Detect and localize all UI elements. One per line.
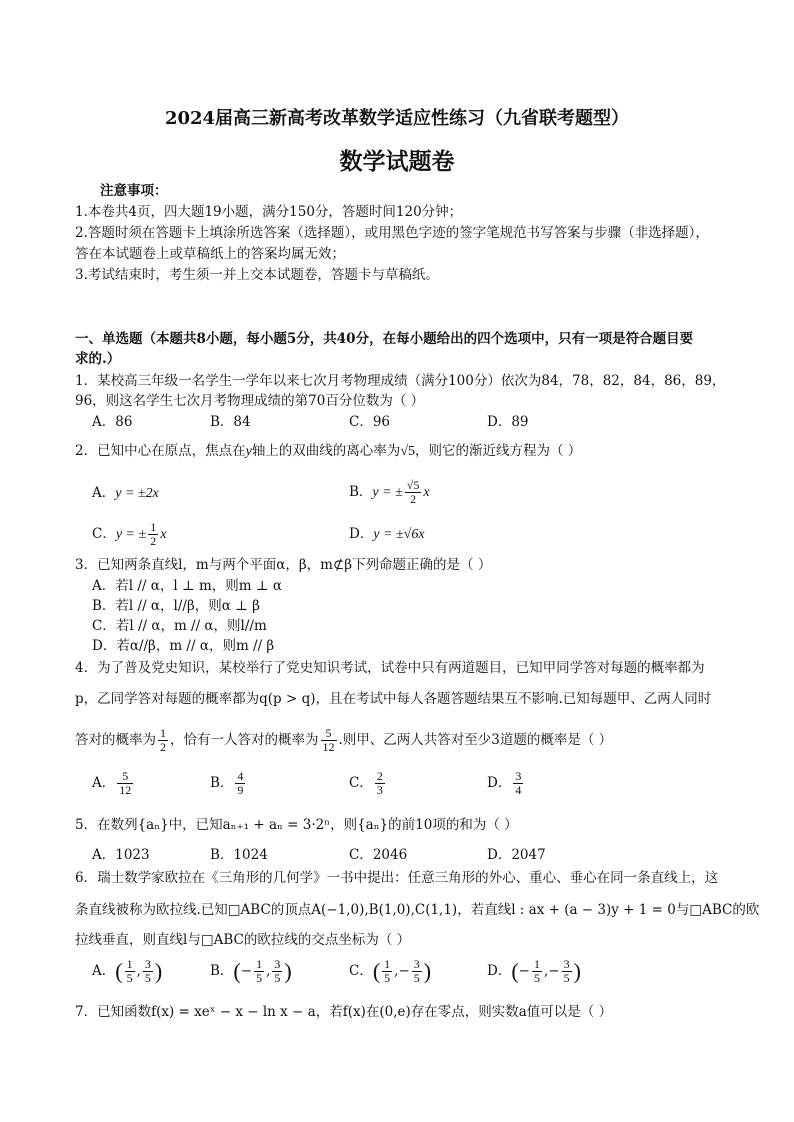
q3-option-c: C．若l // α，m // α，则l//m — [92, 618, 267, 634]
q6-line1: 6．瑞士数学家欧拉在《三角形的几何学》一书中提出：任意三角形的外心、重心、垂心在同一条直线上，这 — [75, 870, 719, 886]
q4-option-b: B． $\frac{4}{9}$ — [210, 769, 244, 797]
notice-item-2a: 2.答题时须在答题卡上填涂所选答案（选择题），或用黑色字迹的签字笔规范书写答案与步骤（非选择题）， — [75, 225, 709, 241]
q4-option-a: A． $\frac{5}{12}$ — [92, 769, 132, 797]
q2-option-a: A．y = ±2x — [92, 485, 159, 501]
q6-option-d: D．(− $\frac{1}{5}$ ,− $\frac{3}{5}$ ) — [487, 957, 581, 985]
q2-stem-b: 轴上的双曲线的离心率为 — [251, 443, 401, 459]
q4-fraction-2: $\frac{5}{12}$ — [322, 726, 335, 754]
q7-stem: 7．已知函数f(x) = xeˣ − x − ln x − a，若f(x)在(0,e)存在零点，则实数a值可以是（ ） — [75, 1004, 613, 1020]
q1-option-d: D．89 — [487, 414, 529, 430]
q4-option-d: D． $\frac{3}{4}$ — [487, 769, 522, 797]
q2-option-c-fraction: $\frac{1}{2}$ — [150, 520, 157, 548]
q3-stem: 3．已知两条直线l，m与两个平面α，β，m⊄β下列命题正确的是（ ） — [75, 557, 492, 573]
q6-line3: 拉线垂直，则直线l与□ABC的欧拉线的交点坐标为（ ） — [75, 932, 411, 948]
q2-option-a-expr: y = ±2x — [115, 486, 159, 501]
q5-stem: 5．在数列{aₙ}中，已知aₙ₊₁ + aₙ = 3·2ⁿ，则{aₙ}的前10项的和为（ ） — [75, 817, 518, 833]
q4-fraction-1: $\frac{1}{2}$ — [160, 726, 166, 754]
exam-title: 2024届高三新高考改革数学适应性练习（九省联考题型） — [164, 108, 630, 129]
q6-line2: 条直线被称为欧拉线.已知□ABC的顶点A(−1,0),B(1,0),C(1,1)，若直线l : ax + (a − 3)y + 1 = 0与□ABC的欧 — [75, 902, 760, 918]
q2-option-d: D．y = ±√6x — [349, 526, 425, 542]
notice-item-2b: 答在本试题卷上或草稿纸上的答案均属无效； — [75, 246, 345, 262]
q6-option-a: A．( $\frac{1}{5}$ , $\frac{3}{5}$ ) — [92, 957, 163, 985]
q2-option-b: B．y = ± $\frac{√5}{2}$ x — [349, 478, 430, 506]
exam-subtitle: 数学试题卷 — [339, 148, 455, 175]
q3-option-a: A．若l // α，l ⊥ m，则m ⊥ α — [92, 578, 282, 594]
section-heading-b: 求的.） — [75, 351, 121, 367]
q2-stem-sqrt: √5 — [400, 444, 415, 459]
q1-option-c: C．96 — [349, 414, 391, 430]
q5-option-c: C．2046 — [349, 847, 408, 863]
q2-stem-y: y — [245, 444, 252, 459]
q2-stem-a: 2．已知中心在原点，焦点在 — [75, 443, 246, 459]
q2-stem — [75, 442, 581, 461]
q4-option-c: C． $\frac{2}{3}$ — [349, 769, 383, 797]
q2-option-d-expr: y = ±√6x — [373, 527, 425, 542]
notice-item-3: 3.考试结束时，考生须一并上交本试题卷，答题卡与草稿纸。 — [75, 267, 439, 283]
q5-option-d: D．2047 — [487, 847, 546, 863]
q5-option-a: A．1023 — [92, 847, 150, 863]
q2-option-c: C．y = ± $\frac{1}{2}$ x — [92, 520, 167, 548]
q1-option-b: B．84 — [210, 414, 251, 430]
q4-line2: p，乙同学答对每题的概率都为q(p > q)，且在考试中每人各题答题结果互不影响.已知每题甲、乙两人同时 — [75, 691, 712, 707]
q6-option-c: C．( $\frac{1}{5}$ ,− $\frac{3}{5}$ ) — [349, 957, 432, 985]
q1-line2: 96，则这名学生七次月考物理成绩的第70百分位数为（ ） — [75, 393, 425, 409]
q2-stem-c: ，则它的渐近线方程为（ ） — [415, 443, 582, 459]
q1-option-a: A．86 — [92, 414, 133, 430]
q5-option-b: B．1024 — [210, 847, 268, 863]
section-heading-a: 一、单选题（本题共8小题，每小题5分，共40分，在每小题给出的四个选项中，只有一项是符合题目要 — [75, 331, 694, 347]
q3-option-b: B．若l // α，l//β，则α ⊥ β — [92, 598, 260, 614]
q4-line1: 4．为了普及党史知识，某校举行了党史知识考试，试卷中只有两道题目，已知甲同学答对每题的概率都为 — [75, 660, 705, 676]
q6-option-b: B．(− $\frac{1}{5}$ , $\frac{3}{5}$ ) — [210, 957, 292, 985]
q4-line3: 答对的概率为 $\frac{1}{2}$ ，恰有一人答对的概率为 $\frac{5}{12}$ .则甲、乙两人共答对至少3道题的概率是（ ） — [75, 726, 613, 754]
q1-line1: 1．某校高三年级一名学生一学年以来七次月考物理成绩（满分100分）依次为84，78，82，84，86，89， — [75, 373, 726, 389]
q3-option-d: D．若α//β，m // α，则m // β — [92, 638, 275, 654]
notice-heading: 注意事项： — [100, 183, 168, 199]
q2-option-b-fraction: $\frac{√5}{2}$ — [406, 478, 420, 506]
notice-item-1: 1.本卷共4页，四大题19小题，满分150分，答题时间120分钟； — [75, 204, 463, 220]
